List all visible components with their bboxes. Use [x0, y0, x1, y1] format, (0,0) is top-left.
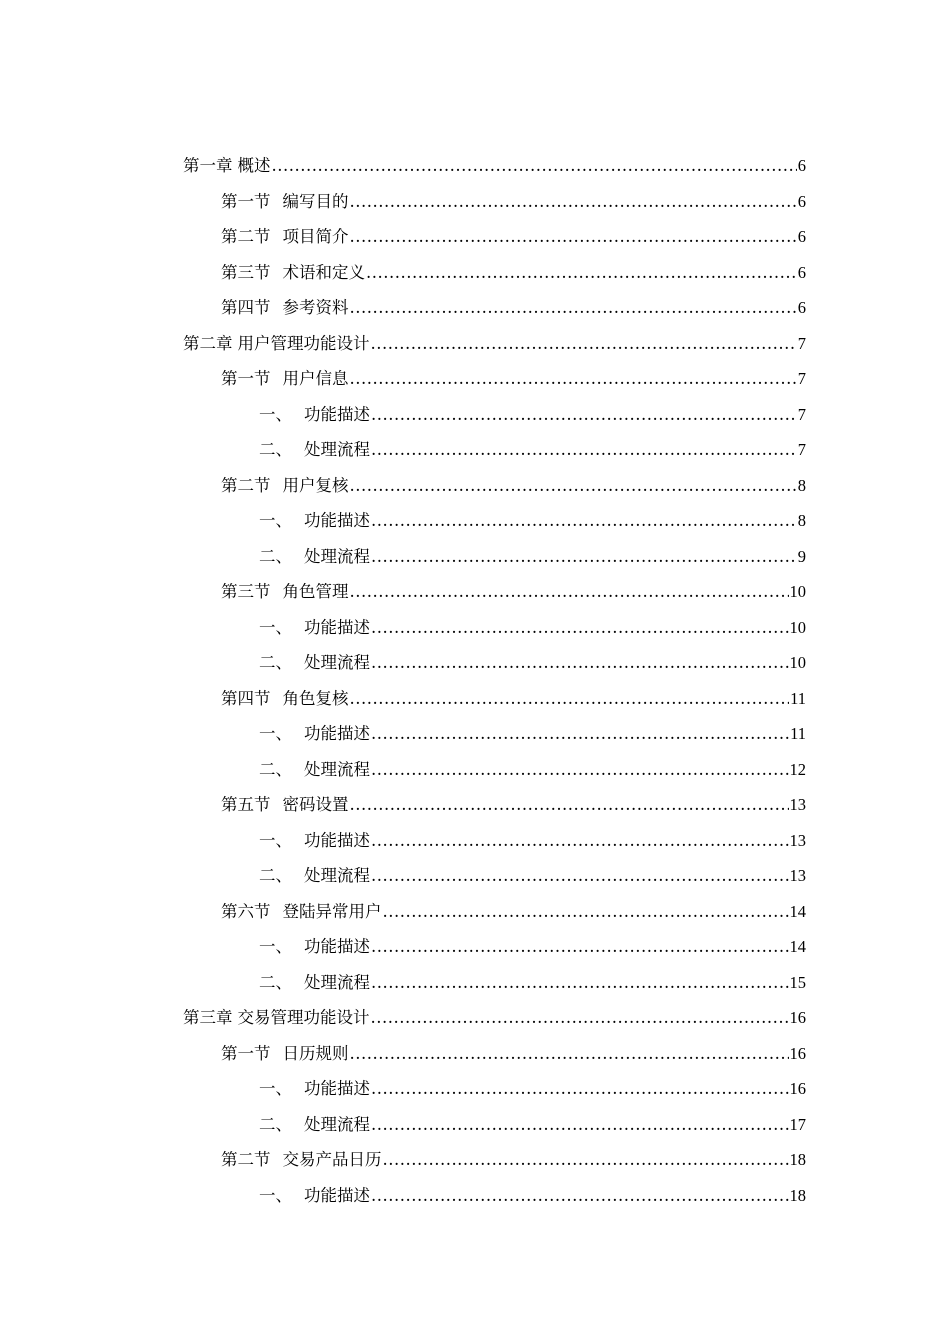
toc-entry[interactable] [183, 432, 806, 468]
dot-leader [371, 823, 789, 859]
toc-entry-title: 角色复核 [282, 688, 349, 708]
toc-entry-title: 功能描述 [304, 617, 370, 637]
toc-entry-page-number: 10 [789, 653, 806, 672]
toc-entry-number: 一、 [259, 830, 292, 850]
toc-entry-page-number: 15 [789, 972, 806, 992]
toc-entry-number: 第三章 [183, 1008, 233, 1027]
dot-leader [371, 1178, 789, 1214]
toc-entry-number: 第二节 [221, 227, 271, 246]
toc-entry-page-number: 17 [789, 1114, 806, 1134]
toc-entry-title: 处理流程 [304, 546, 370, 566]
toc-entry-title: 处理流程 [304, 653, 370, 672]
toc-entry[interactable] [183, 1071, 806, 1107]
toc-entry-page-number: 6 [797, 227, 806, 246]
toc-entry-title: 用户复核 [282, 475, 349, 495]
toc-entry-title: 项目简介 [282, 227, 349, 246]
toc-entry-page-number: 6 [797, 191, 806, 211]
toc-entry-title: 术语和定义 [282, 262, 365, 282]
toc-entry-title: 概述 [237, 156, 271, 175]
toc-entry-page-number: 10 [789, 582, 806, 601]
toc-entry-page-number: 11 [790, 688, 806, 708]
toc-entry[interactable] [183, 610, 806, 646]
toc-entry-title: 功能描述 [304, 404, 370, 424]
dot-leader [371, 1000, 789, 1036]
toc-entry-page-number: 9 [797, 546, 806, 566]
toc-entry-page-number: 7 [797, 333, 806, 353]
toc-entry-number: 第三节 [221, 262, 271, 282]
toc-entry[interactable] [183, 148, 806, 184]
toc-entry-page-number: 18 [789, 1150, 806, 1169]
toc-entry-number: 第六节 [221, 901, 271, 921]
toc-entry-number: 二、 [259, 546, 292, 566]
toc-entry[interactable] [183, 716, 806, 752]
toc-entry[interactable] [183, 1107, 806, 1143]
toc-entry-number: 第五节 [221, 795, 271, 814]
toc-entry-title: 处理流程 [304, 440, 370, 459]
toc-entry[interactable] [183, 1142, 806, 1178]
toc-entry-number: 第四节 [221, 298, 271, 317]
toc-entry-title: 功能描述 [304, 1185, 370, 1205]
toc-entry-title: 参考资料 [282, 298, 349, 317]
toc-entry-number: 第二章 [183, 333, 233, 353]
toc-entry-number: 一、 [259, 511, 292, 530]
dot-leader [371, 1071, 789, 1107]
toc-entry[interactable] [183, 1036, 806, 1072]
toc-entry-title: 密码设置 [282, 795, 349, 814]
dot-leader [371, 397, 797, 433]
toc-entry-title: 用户管理功能设计 [237, 333, 370, 353]
toc-entry[interactable] [183, 468, 806, 504]
toc-entry-title: 功能描述 [304, 511, 370, 530]
toc-entry-title: 用户信息 [282, 369, 349, 388]
toc-entry-number: 二、 [259, 1114, 292, 1134]
toc-entry[interactable] [183, 255, 806, 291]
toc-entry-page-number: 13 [789, 830, 806, 850]
toc-entry[interactable] [183, 326, 806, 362]
toc-entry-number: 二、 [259, 440, 292, 459]
dot-leader [366, 255, 797, 291]
toc-entry-page-number: 14 [789, 901, 806, 921]
toc-entry-title: 处理流程 [304, 1114, 370, 1134]
toc-entry-title: 交易产品日历 [282, 1150, 382, 1169]
toc-entry-title: 交易管理功能设计 [237, 1008, 370, 1027]
toc-entry-page-number: 13 [789, 795, 806, 814]
toc-entry-title: 编写目的 [282, 191, 349, 211]
dot-leader [371, 326, 797, 362]
toc-entry-number: 二、 [259, 653, 292, 672]
dot-leader [371, 716, 789, 752]
toc-entry-title: 角色管理 [282, 582, 349, 601]
toc-entry-number: 第一节 [221, 1043, 271, 1063]
toc-entry-page-number: 14 [789, 937, 806, 956]
toc-entry-title: 处理流程 [304, 866, 370, 885]
toc-entry-page-number: 13 [789, 866, 806, 885]
toc-entry[interactable] [183, 397, 806, 433]
toc-entry-number: 二、 [259, 972, 292, 992]
dot-leader [350, 184, 797, 220]
dot-leader [272, 148, 797, 184]
toc-entry[interactable] [183, 290, 806, 326]
dot-leader [371, 965, 789, 1001]
toc-entry[interactable] [183, 219, 806, 255]
toc-entry[interactable] [183, 965, 806, 1001]
toc-entry-page-number: 7 [797, 440, 806, 459]
toc-entry[interactable] [183, 929, 806, 965]
toc-entry[interactable] [183, 858, 806, 894]
toc-entry-number: 一、 [259, 404, 292, 424]
toc-entry-number: 二、 [259, 759, 292, 779]
toc-entry-page-number: 16 [789, 1079, 806, 1098]
toc-entry[interactable] [183, 681, 806, 717]
toc-entry-number: 第四节 [221, 688, 271, 708]
toc-entry-page-number: 8 [797, 511, 806, 530]
toc-entry[interactable] [183, 645, 806, 681]
toc-entry[interactable] [183, 787, 806, 823]
dot-leader [371, 539, 797, 575]
dot-leader [371, 752, 789, 788]
dot-leader [350, 219, 797, 255]
dot-leader [350, 787, 789, 823]
toc-entry-page-number: 7 [797, 369, 806, 388]
dot-leader [371, 858, 789, 894]
dot-leader [350, 361, 797, 397]
toc-entry-page-number: 6 [797, 156, 806, 175]
toc-entry-number: 第一节 [221, 369, 271, 388]
dot-leader [371, 1107, 789, 1143]
dot-leader [350, 574, 789, 610]
toc-entry[interactable] [183, 539, 806, 575]
toc-entry[interactable] [183, 574, 806, 610]
toc-entry-title: 日历规则 [282, 1043, 349, 1063]
dot-leader [350, 290, 797, 326]
toc-entry-page-number: 7 [797, 404, 806, 424]
toc-entry[interactable] [183, 1178, 806, 1214]
toc-entry[interactable] [183, 894, 806, 930]
toc-entry-page-number: 6 [797, 298, 806, 317]
toc-entry-number: 二、 [259, 866, 292, 885]
toc-entry[interactable] [183, 1000, 806, 1036]
toc-entry-title: 功能描述 [304, 724, 370, 743]
dot-leader [350, 468, 797, 504]
dot-leader [383, 894, 789, 930]
toc-entry[interactable] [183, 752, 806, 788]
toc-entry-number: 一、 [259, 937, 292, 956]
toc-entry-number: 一、 [259, 1079, 292, 1098]
dot-leader [371, 432, 797, 468]
dot-leader [383, 1142, 789, 1178]
toc-entry-number: 一、 [259, 617, 292, 637]
dot-leader [371, 645, 789, 681]
toc-entry-page-number: 8 [797, 475, 806, 495]
dot-leader [350, 1036, 789, 1072]
toc-entry-title: 处理流程 [304, 972, 370, 992]
dot-leader [350, 681, 790, 717]
dot-leader [371, 503, 797, 539]
toc-entry-page-number: 16 [789, 1043, 806, 1063]
toc-entry-page-number: 11 [790, 724, 806, 743]
toc-entry-page-number: 6 [797, 262, 806, 282]
toc-entry-number: 第二节 [221, 475, 271, 495]
toc-entry-page-number: 10 [789, 617, 806, 637]
toc-entry-title: 功能描述 [304, 830, 370, 850]
toc-entry-page-number: 16 [789, 1008, 806, 1027]
table-of-contents [183, 148, 806, 1213]
toc-entry-number: 第三节 [221, 582, 271, 601]
toc-entry-title: 功能描述 [304, 937, 370, 956]
toc-entry-number: 一、 [259, 1185, 292, 1205]
toc-entry-number: 一、 [259, 724, 292, 743]
toc-entry-number: 第一节 [221, 191, 271, 211]
toc-entry[interactable] [183, 823, 806, 859]
dot-leader [371, 610, 789, 646]
toc-entry[interactable] [183, 503, 806, 539]
toc-entry-title: 登陆异常用户 [282, 901, 382, 921]
toc-entry-number: 第一章 [183, 156, 233, 175]
toc-entry-title: 处理流程 [304, 759, 370, 779]
toc-entry-number: 第二节 [221, 1150, 271, 1169]
toc-entry-title: 功能描述 [304, 1079, 370, 1098]
toc-entry-page-number: 18 [789, 1185, 806, 1205]
toc-entry[interactable] [183, 184, 806, 220]
dot-leader [371, 929, 789, 965]
toc-entry-page-number: 12 [789, 759, 806, 779]
toc-entry[interactable] [183, 361, 806, 397]
